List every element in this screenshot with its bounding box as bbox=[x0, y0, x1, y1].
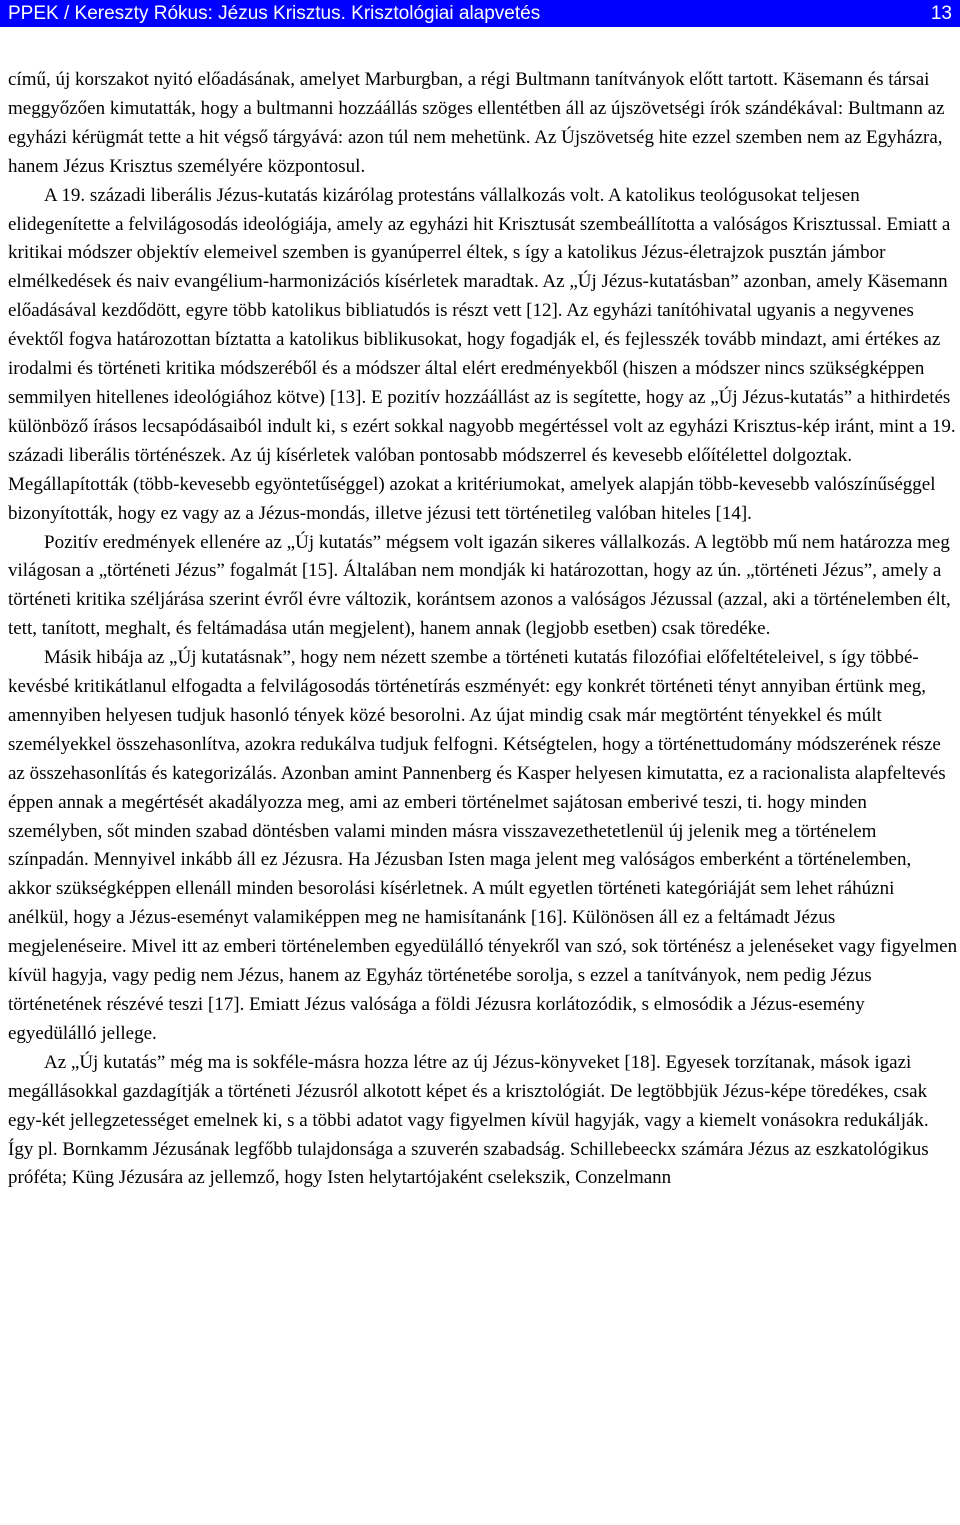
page-header bbox=[0, 0, 960, 27]
page-number: 13 bbox=[930, 3, 952, 24]
paragraph: Pozitív eredmények ellenére az „Új kutatás” mégsem volt igazán sikeres vállalkozás. A legtöbb mű nem határozza meg világosan a „történeti Jézus” fogalmát [15]. Általában nem mondják ki határozottan, hogy az ún. „történeti Jézus”, amely a történeti kritika széljárása szerint évről évre változik, korántsem azonos a valóságos Jézussal (azzal, aki a történelemben élt, tett, tanított, meghalt, és feltámadása után megjelent), hanem annak (legjobb esetben) csak töredéke. bbox=[8, 531, 951, 640]
paragraph: Másik hibája az „Új kutatásnak”, hogy nem nézett szembe a történeti kutatás filozófiai előfeltételeivel, s így többé-kevésbé kritikátlanul elfogadta a felvilágosodás történetírás eszményét: egy konkrét történeti tényt annyiban értünk meg, amennyiben helyesen tudjuk hasonló tények közé besorolni. Az újat mindig csak már megtörtént tényekkel és múlt személyekkel összehasonlítva, azokra redukálva tudjuk felfogni. Kétségtelen, hogy a történettudomány módszerének része az összehasonlítás és kategorizálás. Azonban amint Pannenberg és Kasper helyesen kimutatta, ez a racionalista alapfeltevés éppen annak a megértését akadályozza meg, ami az emberi történelmet sajátosan emberivé teszi, ti. hogy minden személyben, sőt minden szabad döntésben valami minden másra visszavezethetetlenül új jelenik meg a történelem színpadán. Mennyivel inkább áll ez Jézusra. Ha Jézusban Isten maga jelent meg valóságos emberként a történelemben, akkor szükségképpen ellenáll minden besorolási kísérletnek. A múlt egyetlen történeti kategóriáját sem lehet ráhúzni anélkül, hogy a Jézus-eseményt valamiképpen meg ne hamisítanánk [16]. Különösen áll ez a feltámadt Jézus megjelenéseire. Mivel itt az emberi történelemben egyedülálló tényekről van szó, sok történész a jelenéseket vagy figyelmen kívül hagyja, vagy pedig nem Jézus, hanem az Egyház történetébe sorolja, s ezzel a tanítványok, nem pedig Jézus történetének részévé teszi [17]. Emiatt Jézus valósága a földi Jézusra korlátozódik, s elmosódik a Jézus-esemény egyedülálló jellege. bbox=[8, 647, 958, 1044]
document-body bbox=[8, 66, 958, 1193]
paragraph: Az „Új kutatás” még ma is sokféle-másra hozza létre az új Jézus-könyveket [18]. Egyesek torzítanak, mások igazi megállásokkal gazdagítják a történeti Jézusról alkotott képet és a krisztológiát. De legtöbbjük Jézus-képe töredékes, csak egy-két jellegzetességet emelnek ki, s a többi adatot vagy figyelmen kívül hagyják, vagy a kiemelt vonásokra redukálják. Így pl. Bornkamm Jézusának legfőbb tulajdonsága a szuverén szabadság. Schillebeeckx számára Jézus az eszkatológikus próféta; Küng Jézusára az jellemző, hogy Isten helytartójaként cselekszik, Conzelmann bbox=[8, 1051, 929, 1189]
paragraph: A 19. századi liberális Jézus-kutatás kizárólag protestáns vállalkozás volt. A katolikus teológusokat teljesen elidegenítette a felvilágosodás ideológiája, amely az egyházi hit Krisztusát szembeállította a valóságos Krisztussal. Emiatt a kritikai módszer objektív elemeivel szemben is gyanúperrel éltek, s így a katolikus Jézus-életrajzok pusztán jámbor elmélkedések és naiv evangélium-harmonizációs kísérletek maradtak. Az „Új Jézus-kutatásban” azonban, amely Käsemann előadásával kezdődött, egyre több katolikus bibliatudós is részt vett [12]. Az egyházi tanítóhivatal ugyanis a negyvenes évektől fogva határozottan bíztatta a katolikus biblikusokat, hogy fogadják el, és fejlesszék tovább mindazt, ami értékes az irodalmi és történeti kritika módszeréből és a módszer által elért eredményekből (hiszen a módszer nincs szükségképpen semmilyen hitellenes ideológiához kötve) [13]. E pozitív hozzáállást az is segítette, hogy az „Új Jézus-kutatás” a hithirdetés különböző írásos lecsapódásaiból indult ki, s ezért sokkal nagyobb megértéssel volt az egyházi Krisztus-kép iránt, mint a 19. századi liberális történészek. Az új kísérletek valóban pontosabb módszerrel és kevesebb előítélettel dolgoztak. Megállapították (több-kevesebb egyöntetűséggel) azokat a kritériumokat, amelyek alapján több-kevesebb valószínűséggel bizonyították, hogy ez vagy az a Jézus-mondás, illetve jézusi tett történetileg valóban hiteles [14]. bbox=[8, 184, 956, 524]
paragraph: című, új korszakot nyitó előadásának, amelyet Marburgban, a régi Bultmann tanítványok előtt tartott. Käsemann és társai meggyőzően kimutatták, hogy a bultmanni hozzáállás szöges ellentétben áll az újszövetségi írók szándékával: Bultmann az egyházi kérügmát tette a hit végső tárgyává: azon túl nem mehetünk. Az Újszövetség hite ezzel szemben nem az Egyházra, hanem Jézus Krisztus személyére központosul. bbox=[8, 69, 945, 177]
header-title: PPEK / Kereszty Rókus: Jézus Krisztus. Krisztológiai alapvetés bbox=[8, 3, 541, 24]
